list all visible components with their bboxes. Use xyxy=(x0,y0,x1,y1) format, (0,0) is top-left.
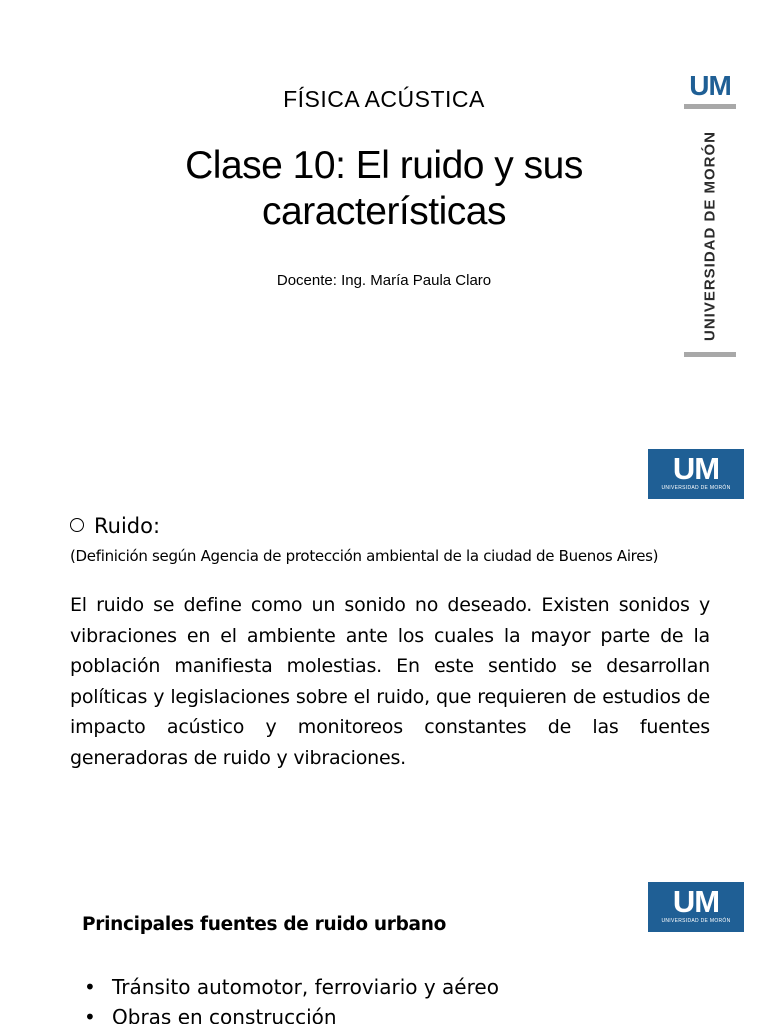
university-logo-vertical xyxy=(682,70,738,360)
logo-university-name: UNIVERSIDAD DE MORÓN xyxy=(661,485,731,491)
logo-letters: UM xyxy=(672,451,720,486)
hollow-bullet-icon xyxy=(70,518,84,532)
lecture-title-line-2: características xyxy=(262,190,506,233)
logo-letters: UM xyxy=(672,884,720,919)
logo-divider-top xyxy=(684,104,736,109)
university-logo xyxy=(648,449,744,499)
list-item-text: Obras en construcción xyxy=(112,1005,337,1024)
definition-paragraph: El ruido se define como un sonido no deseado. Existen sonidos y vibraciones en el ambiente ante los cuales la mayor parte de la población manifiesta molestias. En este sentido se desarrollan políticas y legislaciones sobre el ruido, que requieren de estudios de impacto acústico y monitoreos constantes de las fuentes generadoras de ruido y vibraciones. xyxy=(70,594,710,769)
course-subject: FÍSICA ACÚSTICA xyxy=(283,86,485,112)
university-logo xyxy=(648,882,744,932)
logo-letters: UM xyxy=(689,70,731,101)
section-heading-text: Ruido: xyxy=(94,514,161,538)
definition-source-note: (Definición según Agencia de protección ambiental de la ciudad de Buenos Aires) xyxy=(70,547,659,565)
definition-slide xyxy=(0,438,768,858)
logo-university-name: UNIVERSIDAD DE MORÓN xyxy=(661,918,731,924)
section-heading xyxy=(70,514,160,538)
list-item xyxy=(82,972,499,1002)
logo-divider-bottom xyxy=(684,352,736,357)
title-slide xyxy=(0,0,768,410)
lecture-title xyxy=(120,143,648,235)
sources-list xyxy=(82,972,499,1024)
list-item-text: Tránsito automotor, ferroviario y aéreo xyxy=(112,975,499,999)
bullet-icon: • xyxy=(84,975,96,999)
sources-slide xyxy=(0,872,768,1024)
university-name: UNIVERSIDAD DE MORÓN xyxy=(701,130,719,342)
list-item xyxy=(82,1002,499,1024)
bullet-icon: • xyxy=(84,1005,96,1024)
lecture-title-line-1: Clase 10: El ruido y sus xyxy=(185,144,583,187)
sources-title: Principales fuentes de ruido urbano xyxy=(82,914,447,935)
teacher-name: Docente: Ing. María Paula Claro xyxy=(276,272,492,289)
